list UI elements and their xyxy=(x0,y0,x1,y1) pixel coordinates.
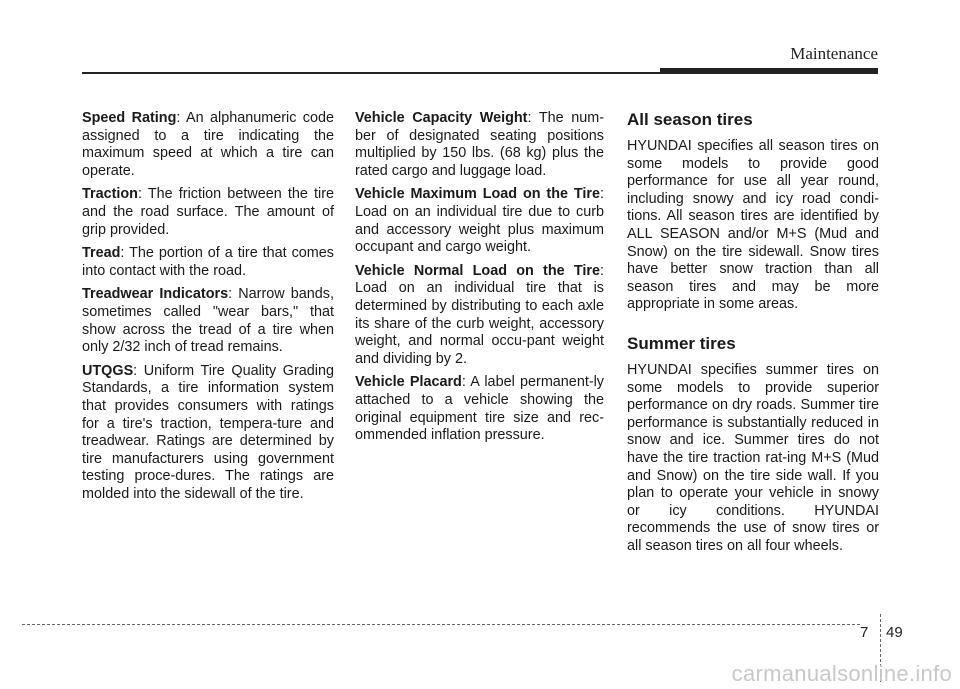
glossary-term: Traction xyxy=(82,186,138,203)
glossary-entry xyxy=(355,110,604,180)
glossary-term: Tread xyxy=(82,245,121,262)
glossary-definition: : A label permanent-ly attached to a vehicle showing the original equipment tire size and rec-ommended inflation pressure. xyxy=(355,374,604,444)
glossary-definition: : Load on an individual tire that is determined by distributing to each axle its share of the curb weight, accessory weight, and normal occu-pant weight and dividing by 2. xyxy=(355,262,604,367)
glossary-term: Vehicle Placard xyxy=(355,374,462,391)
glossary-entry xyxy=(355,186,604,256)
glossary-entry xyxy=(82,186,334,239)
glossary-definition: : The num-ber of designated seating positions multiplied by 150 lbs. (68 kg) plus the rated cargo and luggage load. xyxy=(355,110,604,179)
glossary-entry xyxy=(355,374,604,444)
glossary-column-1 xyxy=(82,110,334,509)
section-heading-all-season: All season tires xyxy=(627,110,753,129)
header-rule-accent xyxy=(660,68,878,74)
glossary-definition: : Load on an individual tire due to curb and accessory weight plus maximum occupant and cargo weight. xyxy=(355,186,604,256)
glossary-entry xyxy=(355,263,604,369)
glossary-term: UTQGS xyxy=(82,362,134,379)
glossary-term: Treadwear Indicators xyxy=(82,286,229,303)
glossary-entry xyxy=(82,245,334,280)
section-heading-summer: Summer tires xyxy=(627,333,736,353)
glossary-term: Vehicle Normal Load on the Tire xyxy=(355,262,600,279)
page-number: 49 xyxy=(886,624,903,641)
glossary-definition: : An alphanumeric code assigned to a tire indicating the maximum speed at which a tire can operate. xyxy=(82,110,335,179)
glossary-definition: : Narrow bands, sometimes called "wear bars," that show across the tread of a tire when only 2/32 inch of tread remains. xyxy=(82,286,335,356)
glossary-definition: : The portion of a tire that comes into contact with the road. xyxy=(82,245,334,279)
tire-types-column xyxy=(627,110,879,575)
header-rule xyxy=(82,72,660,74)
glossary-term: Vehicle Capacity Weight xyxy=(355,110,528,126)
section-body-summer: HYUNDAI specifies summer tires on some models to provide superior performance on dry roads. Summer tire performance is substantially reduced in snow and ice. Summer tires do not have the tire traction rat-ing M+S (Mud and Snow) on the tire side wall. If you plan to operate your vehicle in snowy or icy conditions. HYUNDAI recommends the use of snow tires or all season tires on all four wheels. xyxy=(627,361,879,554)
glossary-term: Speed Rating xyxy=(82,110,177,126)
glossary-definition: : The friction between the tire and the road surface. The amount of grip provided. xyxy=(82,186,334,238)
page-header-title: Maintenance xyxy=(790,44,878,63)
watermark: carmanualsonline.info xyxy=(731,661,952,686)
glossary-term: Vehicle Maximum Load on the Tire xyxy=(355,186,600,203)
glossary-column-2 xyxy=(355,110,604,451)
glossary-definition: : Uniform Tire Quality Grading Standards, a tire information system that provides consumers with ratings for a tire's traction, tempera-ture and treadwear. Ratings are determined by tire manufacturers using government testing proce-dures. The ratings are molded into the sidewall of the tire. xyxy=(82,362,334,502)
section-body-all-season: HYUNDAI specifies all season tires on some models to provide good performance for use all year round, including snowy and icy road condi-tions. All season tires are identified by ALL SEASON and/or M+S (Mud and Snow) on the tire sidewall. Snow tires have better snow traction than all season tires and may be more appropriate in some areas. xyxy=(627,138,879,313)
glossary-entry xyxy=(82,286,334,356)
glossary-entry xyxy=(82,110,334,180)
footer-rule xyxy=(22,624,860,625)
chapter-number: 7 xyxy=(860,624,869,641)
glossary-entry xyxy=(82,363,334,504)
